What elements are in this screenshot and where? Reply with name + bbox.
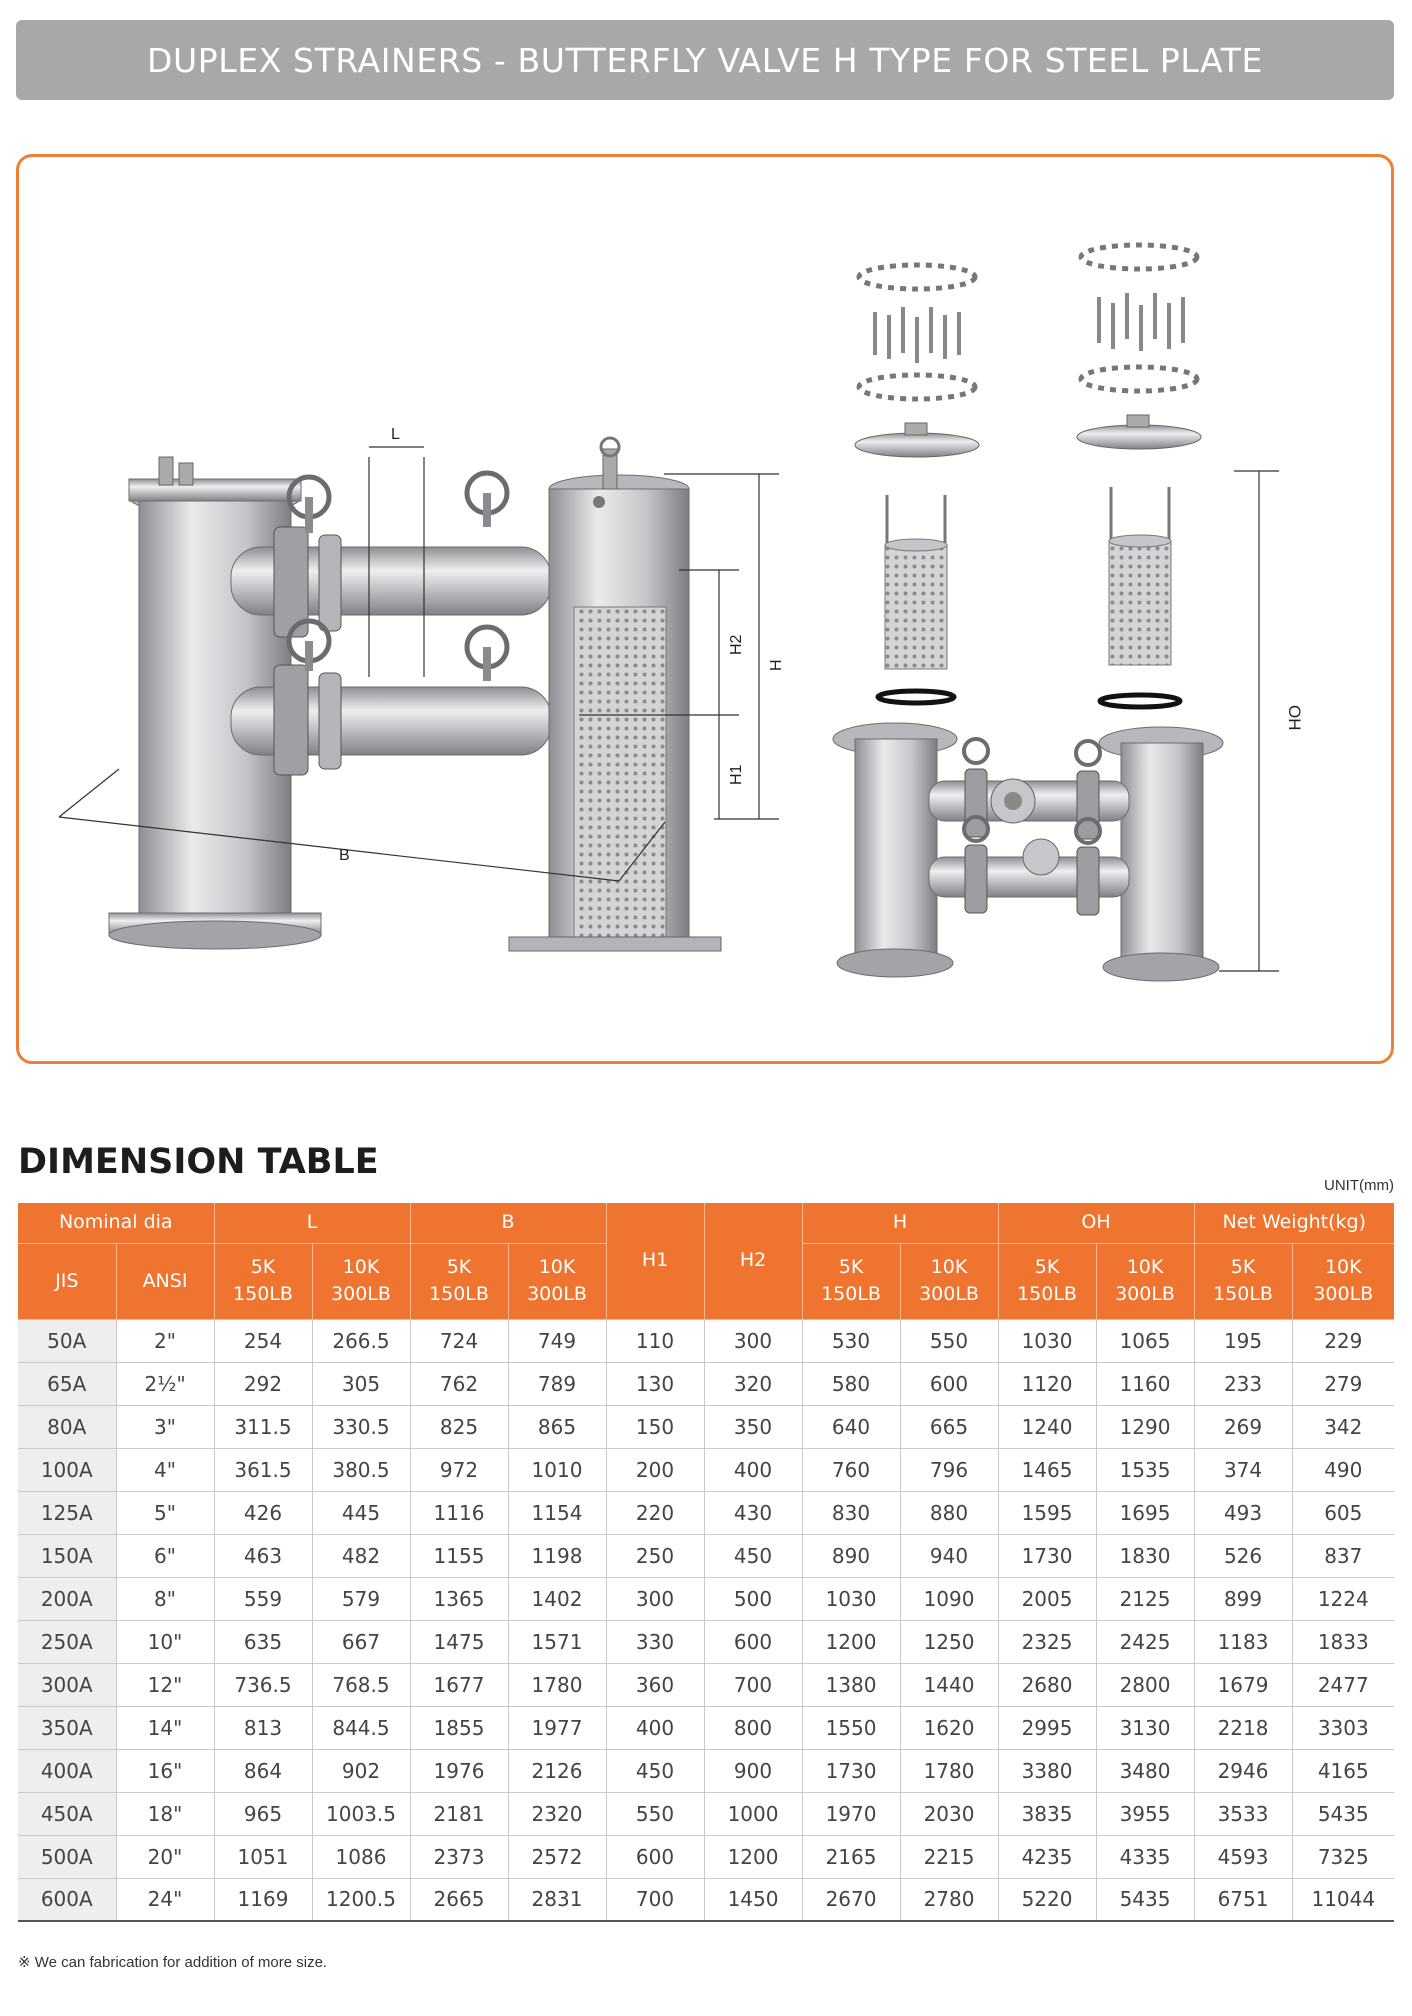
table-cell: 1475 (410, 1620, 508, 1663)
table-cell: 450 (606, 1749, 704, 1792)
table-cell: 4335 (1096, 1835, 1194, 1878)
table-cell: 266.5 (312, 1319, 410, 1362)
table-cell: 530 (802, 1319, 900, 1362)
header-l: L (214, 1203, 410, 1243)
table-cell: 972 (410, 1448, 508, 1491)
table-cell: 330.5 (312, 1405, 410, 1448)
table-row (18, 1448, 1394, 1491)
assembled-strainer (59, 426, 785, 951)
table-cell: 890 (802, 1534, 900, 1577)
table-cell: 229 (1292, 1319, 1394, 1362)
table-cell: 220 (606, 1491, 704, 1534)
page-title: DUPLEX STRAINERS - BUTTERFLY VALVE H TYPE FOR STEEL PLATE (147, 40, 1263, 80)
strainer-drawing (19, 157, 1391, 1061)
table-cell: 5435 (1292, 1792, 1394, 1835)
table-cell: 130 (606, 1362, 704, 1405)
table-cell: 899 (1194, 1577, 1292, 1620)
table-cell: 526 (1194, 1534, 1292, 1577)
table-body (18, 1319, 1394, 1921)
subheader-weight-10k: 10K 300LB (1292, 1243, 1394, 1319)
table-cell: 3380 (998, 1749, 1096, 1792)
table-cell: 1977 (508, 1706, 606, 1749)
table-cell: 3480 (1096, 1749, 1194, 1792)
table-cell: 2477 (1292, 1663, 1394, 1706)
table-cell: 450 (704, 1534, 802, 1577)
table-cell: 600 (606, 1835, 704, 1878)
table-cell: 635 (214, 1620, 312, 1663)
table-cell: 1250 (900, 1620, 998, 1663)
table-cell: 1003.5 (312, 1792, 410, 1835)
table-cell: 800 (704, 1706, 802, 1749)
header-b: B (410, 1203, 606, 1243)
table-cell: 2831 (508, 1878, 606, 1921)
table-cell: 380.5 (312, 1448, 410, 1491)
subheader-h-10k: 10K 300LB (900, 1243, 998, 1319)
subheader-b-5k: 5K 150LB (410, 1243, 508, 1319)
table-cell: 2800 (1096, 1663, 1194, 1706)
subheader-l-10k: 10K 300LB (312, 1243, 410, 1319)
table-cell: 426 (214, 1491, 312, 1534)
dim-label-h2: H2 (728, 634, 745, 655)
table-cell: 1620 (900, 1706, 998, 1749)
table-cell: 292 (214, 1362, 312, 1405)
table-cell: 2320 (508, 1792, 606, 1835)
table-cell: 864 (214, 1749, 312, 1792)
table-cell: 1365 (410, 1577, 508, 1620)
table-cell: 1695 (1096, 1491, 1194, 1534)
table-cell: 1000 (704, 1792, 802, 1835)
table-cell: 1116 (410, 1491, 508, 1534)
table-cell: 749 (508, 1319, 606, 1362)
table-cell: 1224 (1292, 1577, 1394, 1620)
dim-label-h: H (768, 659, 785, 671)
table-cell: 342 (1292, 1405, 1394, 1448)
header-h2: H2 (704, 1203, 802, 1319)
table-cell: 2780 (900, 1878, 998, 1921)
table-cell: 7325 (1292, 1835, 1394, 1878)
exploded-strainer (833, 245, 1304, 981)
table-cell: 1730 (998, 1534, 1096, 1577)
table-cell: 2680 (998, 1663, 1096, 1706)
table-row (18, 1878, 1394, 1921)
table-cell: 300 (704, 1319, 802, 1362)
table-cell: 1120 (998, 1362, 1096, 1405)
table-cell: 463 (214, 1534, 312, 1577)
table-cell: 1155 (410, 1534, 508, 1577)
table-cell: 1677 (410, 1663, 508, 1706)
table-cell: 2181 (410, 1792, 508, 1835)
cell-ansi: 16" (116, 1749, 214, 1792)
cell-jis: 125A (18, 1491, 116, 1534)
table-cell: 1200 (802, 1620, 900, 1663)
table-cell: 1440 (900, 1663, 998, 1706)
cell-jis: 100A (18, 1448, 116, 1491)
cell-ansi: 6" (116, 1534, 214, 1577)
table-cell: 3303 (1292, 1706, 1394, 1749)
table-cell: 865 (508, 1405, 606, 1448)
table-cell: 1290 (1096, 1405, 1194, 1448)
table-cell: 269 (1194, 1405, 1292, 1448)
table-cell: 320 (704, 1362, 802, 1405)
header-h: H (802, 1203, 998, 1243)
cell-jis: 600A (18, 1878, 116, 1921)
table-row (18, 1405, 1394, 1448)
cell-jis: 65A (18, 1362, 116, 1405)
cell-ansi: 5" (116, 1491, 214, 1534)
table-cell: 1402 (508, 1577, 606, 1620)
table-row (18, 1319, 1394, 1362)
table-cell: 400 (704, 1448, 802, 1491)
table-cell: 1571 (508, 1620, 606, 1663)
cell-ansi: 12" (116, 1663, 214, 1706)
table-cell: 490 (1292, 1448, 1394, 1491)
table-cell: 837 (1292, 1534, 1394, 1577)
table-cell: 700 (704, 1663, 802, 1706)
table-cell: 2665 (410, 1878, 508, 1921)
table-cell: 233 (1194, 1362, 1292, 1405)
table-cell: 1200.5 (312, 1878, 410, 1921)
page-title-bar (16, 20, 1394, 100)
table-cell: 2126 (508, 1749, 606, 1792)
table-cell: 2995 (998, 1706, 1096, 1749)
table-cell: 1169 (214, 1878, 312, 1921)
table-cell: 789 (508, 1362, 606, 1405)
header-h1: H1 (606, 1203, 704, 1319)
table-cell: 1595 (998, 1491, 1096, 1534)
table-cell: 2125 (1096, 1577, 1194, 1620)
cell-ansi: 3" (116, 1405, 214, 1448)
table-cell: 736.5 (214, 1663, 312, 1706)
cell-ansi: 24" (116, 1878, 214, 1921)
dim-label-oh: OH (1285, 705, 1304, 731)
dim-label-l: L (391, 426, 400, 443)
cell-ansi: 2" (116, 1319, 214, 1362)
table-cell: 1679 (1194, 1663, 1292, 1706)
table-cell: 254 (214, 1319, 312, 1362)
subheader-b-10k: 10K 300LB (508, 1243, 606, 1319)
table-cell: 813 (214, 1706, 312, 1749)
table-cell: 1833 (1292, 1620, 1394, 1663)
table-cell: 825 (410, 1405, 508, 1448)
table-cell: 700 (606, 1878, 704, 1921)
table-cell: 445 (312, 1491, 410, 1534)
table-cell: 724 (410, 1319, 508, 1362)
table-cell: 150 (606, 1405, 704, 1448)
table-cell: 580 (802, 1362, 900, 1405)
cell-ansi: 14" (116, 1706, 214, 1749)
cell-jis: 300A (18, 1663, 116, 1706)
subheader-jis: JIS (18, 1243, 116, 1319)
footnote: ※ We can fabrication for addition of more size. (18, 1954, 328, 1971)
table-cell: 1380 (802, 1663, 900, 1706)
table-cell: 360 (606, 1663, 704, 1706)
header-nominal-dia: Nominal dia (18, 1203, 214, 1243)
table-cell: 559 (214, 1577, 312, 1620)
table-cell: 1198 (508, 1534, 606, 1577)
table-row (18, 1706, 1394, 1749)
table-cell: 2670 (802, 1878, 900, 1921)
table-cell: 579 (312, 1577, 410, 1620)
table-cell: 279 (1292, 1362, 1394, 1405)
cell-jis: 450A (18, 1792, 116, 1835)
table-cell: 900 (704, 1749, 802, 1792)
table-cell: 430 (704, 1491, 802, 1534)
cell-jis: 50A (18, 1319, 116, 1362)
table-cell: 1970 (802, 1792, 900, 1835)
header-oh: OH (998, 1203, 1194, 1243)
section-title: DIMENSION TABLE (18, 1142, 379, 1182)
table-cell: 1183 (1194, 1620, 1292, 1663)
table-cell: 1030 (802, 1577, 900, 1620)
table-cell: 4165 (1292, 1749, 1394, 1792)
table-cell: 902 (312, 1749, 410, 1792)
table-cell: 640 (802, 1405, 900, 1448)
table-cell: 5435 (1096, 1878, 1194, 1921)
table-cell: 2030 (900, 1792, 998, 1835)
cell-jis: 250A (18, 1620, 116, 1663)
table-cell: 3835 (998, 1792, 1096, 1835)
dimension-table (18, 1203, 1394, 1922)
table-cell: 880 (900, 1491, 998, 1534)
table-cell: 550 (900, 1319, 998, 1362)
table-row (18, 1362, 1394, 1405)
cell-jis: 150A (18, 1534, 116, 1577)
cell-ansi: 2½" (116, 1362, 214, 1405)
table-cell: 482 (312, 1534, 410, 1577)
subheader-ansi: ANSI (116, 1243, 214, 1319)
table-cell: 830 (802, 1491, 900, 1534)
cell-ansi: 8" (116, 1577, 214, 1620)
table-cell: 5220 (998, 1878, 1096, 1921)
table-cell: 374 (1194, 1448, 1292, 1491)
table-cell: 493 (1194, 1491, 1292, 1534)
table-cell: 6751 (1194, 1878, 1292, 1921)
table-cell: 11044 (1292, 1878, 1394, 1921)
cell-ansi: 18" (116, 1792, 214, 1835)
subheader-h-5k: 5K 150LB (802, 1243, 900, 1319)
product-drawing-panel (16, 154, 1394, 1064)
table-cell: 330 (606, 1620, 704, 1663)
table-cell: 4235 (998, 1835, 1096, 1878)
table-cell: 1450 (704, 1878, 802, 1921)
table-cell: 350 (704, 1405, 802, 1448)
table-cell: 667 (312, 1620, 410, 1663)
table-cell: 500 (704, 1577, 802, 1620)
subheader-weight-5k: 5K 150LB (1194, 1243, 1292, 1319)
table-cell: 311.5 (214, 1405, 312, 1448)
table-cell: 1240 (998, 1405, 1096, 1448)
table-cell: 665 (900, 1405, 998, 1448)
table-cell: 250 (606, 1534, 704, 1577)
table-cell: 600 (900, 1362, 998, 1405)
table-cell: 1160 (1096, 1362, 1194, 1405)
cell-jis: 350A (18, 1706, 116, 1749)
table-cell: 1030 (998, 1319, 1096, 1362)
cell-jis: 400A (18, 1749, 116, 1792)
table-cell: 1550 (802, 1706, 900, 1749)
table-cell: 2425 (1096, 1620, 1194, 1663)
table-cell: 762 (410, 1362, 508, 1405)
table-cell: 1465 (998, 1448, 1096, 1491)
table-row (18, 1491, 1394, 1534)
table-cell: 2215 (900, 1835, 998, 1878)
table-cell: 305 (312, 1362, 410, 1405)
table-cell: 1090 (900, 1577, 998, 1620)
cell-ansi: 10" (116, 1620, 214, 1663)
cell-jis: 80A (18, 1405, 116, 1448)
table-cell: 2165 (802, 1835, 900, 1878)
dim-label-h1: H1 (728, 764, 745, 785)
cell-jis: 200A (18, 1577, 116, 1620)
table-cell: 550 (606, 1792, 704, 1835)
table-cell: 940 (900, 1534, 998, 1577)
table-cell: 1780 (900, 1749, 998, 1792)
table-cell: 361.5 (214, 1448, 312, 1491)
cell-ansi: 20" (116, 1835, 214, 1878)
table-cell: 760 (802, 1448, 900, 1491)
subheader-l-5k: 5K 150LB (214, 1243, 312, 1319)
table-cell: 3130 (1096, 1706, 1194, 1749)
table-cell: 844.5 (312, 1706, 410, 1749)
table-cell: 2325 (998, 1620, 1096, 1663)
table-cell: 1065 (1096, 1319, 1194, 1362)
table-cell: 1830 (1096, 1534, 1194, 1577)
table-row (18, 1792, 1394, 1835)
unit-label: UNIT(mm) (1324, 1177, 1394, 1194)
table-cell: 1086 (312, 1835, 410, 1878)
table-cell: 1780 (508, 1663, 606, 1706)
table-cell: 2218 (1194, 1706, 1292, 1749)
cell-ansi: 4" (116, 1448, 214, 1491)
table-cell: 1051 (214, 1835, 312, 1878)
table-cell: 200 (606, 1448, 704, 1491)
table-cell: 1976 (410, 1749, 508, 1792)
cell-jis: 500A (18, 1835, 116, 1878)
table-cell: 300 (606, 1577, 704, 1620)
table-cell: 965 (214, 1792, 312, 1835)
table-cell: 1010 (508, 1448, 606, 1491)
table-cell: 2572 (508, 1835, 606, 1878)
table-row (18, 1749, 1394, 1792)
table-row (18, 1620, 1394, 1663)
table-cell: 2005 (998, 1577, 1096, 1620)
table-cell: 1855 (410, 1706, 508, 1749)
table-cell: 3533 (1194, 1792, 1292, 1835)
subheader-oh-5k: 5K 150LB (998, 1243, 1096, 1319)
dim-label-b: B (339, 847, 350, 864)
table-cell: 400 (606, 1706, 704, 1749)
table-cell: 4593 (1194, 1835, 1292, 1878)
table-cell: 600 (704, 1620, 802, 1663)
table-cell: 1200 (704, 1835, 802, 1878)
table-row (18, 1577, 1394, 1620)
header-net-weight: Net Weight(kg) (1194, 1203, 1394, 1243)
table-row (18, 1534, 1394, 1577)
subheader-oh-10k: 10K 300LB (1096, 1243, 1194, 1319)
table-cell: 110 (606, 1319, 704, 1362)
table-cell: 2373 (410, 1835, 508, 1878)
table-row (18, 1835, 1394, 1878)
table-cell: 195 (1194, 1319, 1292, 1362)
table-row (18, 1663, 1394, 1706)
table-cell: 796 (900, 1448, 998, 1491)
table-cell: 605 (1292, 1491, 1394, 1534)
table-cell: 1154 (508, 1491, 606, 1534)
table-cell: 2946 (1194, 1749, 1292, 1792)
table-cell: 1535 (1096, 1448, 1194, 1491)
table-cell: 1730 (802, 1749, 900, 1792)
table-cell: 768.5 (312, 1663, 410, 1706)
table-cell: 3955 (1096, 1792, 1194, 1835)
